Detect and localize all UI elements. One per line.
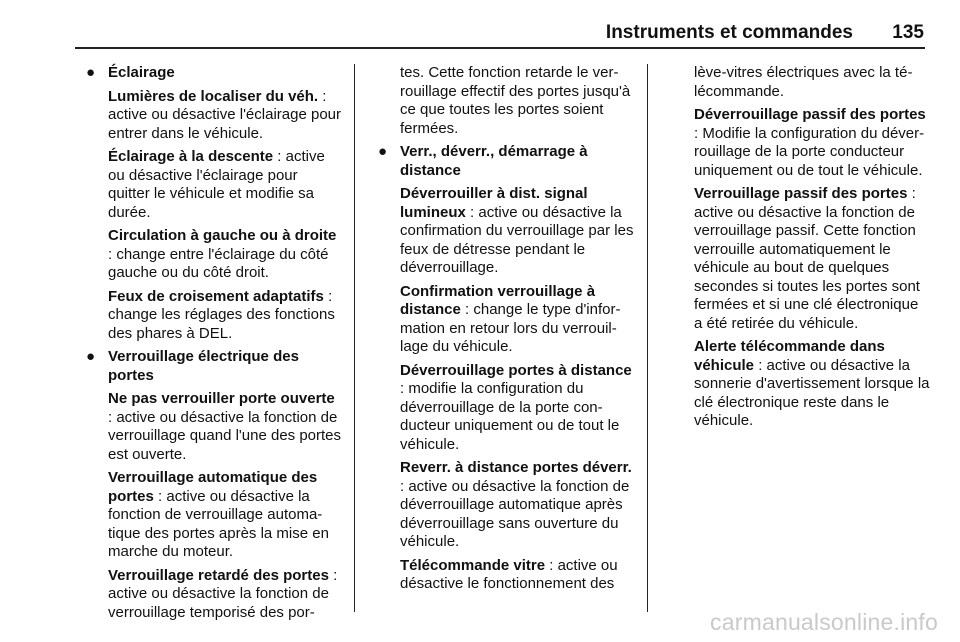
paragraph: [694, 106, 930, 180]
setting-description: : active ou désactive la fonction de verrouillage passif. Cette fonction verrouille automatiquement le véhicule au bout de quelques secondes si toutes les portes sont fermées et si une clé électronique a été retirée du véhicule.: [694, 185, 920, 332]
setting-description: : Modifie la configuration du déverrouillage de la porte conducteur uniquement ou de tout le véhicule.: [694, 124, 925, 179]
setting-description: : active ou désactive le fonctionnement des: [400, 556, 618, 592]
column-divider-1: [354, 64, 355, 612]
setting-term: Télécommande vitre: [400, 556, 546, 574]
paragraph: [108, 567, 343, 623]
setting-term: Déverrouillage passif des portes: [694, 106, 926, 123]
paragraph: [400, 362, 634, 455]
page-number: 135: [892, 22, 924, 43]
bullet-icon: ●: [86, 348, 96, 365]
setting-description: : active ou désactive la confirmation du verrouillage par les feux de détresse pendant le déverrouillage.: [400, 203, 634, 276]
setting-description: : active ou désactive l'éclairage pour quitter le véhicule et modifie sa durée.: [108, 148, 325, 221]
setting-term: Déverrouillage portes à distance: [400, 361, 632, 379]
section-verr-distance: [378, 143, 634, 594]
setting-description: : active ou désactive la fonction de verrouillage temporisé des por-: [108, 566, 338, 621]
setting-description: : active ou désactive la fonction de déverrouillage automatique après déverrouillage sans ouverture du véhicule.: [400, 477, 630, 550]
setting-term: Feux de croisement adaptatifs: [108, 287, 324, 305]
setting-term: Ne pas verrouiller porte ouverte: [108, 390, 335, 407]
setting-description: : modifie la configuration du déverrouillage de la porte conducteur uniquement ou de tout le véhicule.: [400, 380, 620, 453]
continuation: [378, 64, 634, 138]
header-divider: [75, 47, 925, 49]
bullet-icon: ●: [86, 64, 96, 81]
section-eclairage: [86, 64, 343, 343]
column-divider-2: [647, 64, 648, 612]
paragraph: [694, 338, 930, 431]
setting-term: Déverrouiller à dist. signal lumineux: [400, 185, 588, 221]
continuation: [672, 64, 930, 431]
column-1: [86, 64, 343, 627]
paragraph: [400, 459, 634, 552]
setting-description: : change les réglages des fonctions des phares à DEL.: [108, 287, 335, 342]
setting-term: Circulation à gauche ou à droite: [108, 227, 337, 244]
setting-term: Verrouillage retardé des portes: [108, 566, 329, 584]
column-2: [378, 64, 634, 599]
paragraph: [108, 469, 343, 562]
paragraph: tes. Cette fonction retarde le verrouillage effectif des portes jusqu'à ce que toutes les portes soient fermées.: [400, 64, 631, 137]
setting-description: : change le type d'information en retour lors du verrouillage du véhicule.: [400, 301, 621, 355]
setting-description: : active ou désactive la fonction de verrouillage quand l'une des portes est ouverte.: [108, 408, 342, 463]
paragraph: [108, 390, 343, 464]
paragraph: lève-vitres électriques avec la télécommande.: [694, 64, 913, 100]
paragraph: [108, 288, 343, 344]
bullet-icon: ●: [378, 143, 388, 160]
setting-description: : active ou désactive la sonnerie d'avertissement lorsque la clé électronique reste dans le véhicule.: [694, 356, 930, 429]
page-title: Instruments et commandes: [605, 22, 853, 43]
setting-term: Reverr. à distance portes déverr.: [400, 459, 632, 476]
paragraph: [108, 227, 343, 283]
paragraph: [400, 557, 634, 594]
setting-term: Verrouillage passif des portes: [694, 185, 908, 202]
paragraph: [400, 185, 634, 278]
setting-description: : active ou désactive la fonction de verrouillage automatique des portes après la mise en marche du moteur.: [108, 487, 329, 560]
column-3: [672, 64, 930, 436]
paragraph: [108, 88, 343, 144]
section-heading: Éclairage: [108, 64, 175, 81]
page-header: [0, 0, 960, 46]
paragraph: [400, 283, 634, 357]
setting-term: Éclairage à la descente: [108, 148, 274, 165]
section-verrouillage-electrique: [86, 348, 343, 622]
setting-description: : active ou désactive l'éclairage pour entrer dans le véhicule.: [108, 87, 341, 142]
section-heading: Verrouillage électrique des portes: [108, 348, 299, 384]
setting-term: Alerte télécommande dans véhicule: [694, 338, 885, 374]
setting-term: Lumières de localiser du véh.: [108, 87, 319, 105]
watermark: carmanualsonline.info: [710, 609, 938, 635]
paragraph: [694, 185, 930, 333]
setting-term: Verrouillage automatique des portes: [108, 469, 318, 505]
setting-description: : change entre l'éclairage du côté gauche ou du côté droit.: [108, 245, 329, 281]
section-heading: Verr., déverr., démarrage à distance: [400, 143, 588, 179]
paragraph: [108, 148, 343, 222]
setting-term: Confirmation verrouillage à distance: [400, 282, 596, 318]
